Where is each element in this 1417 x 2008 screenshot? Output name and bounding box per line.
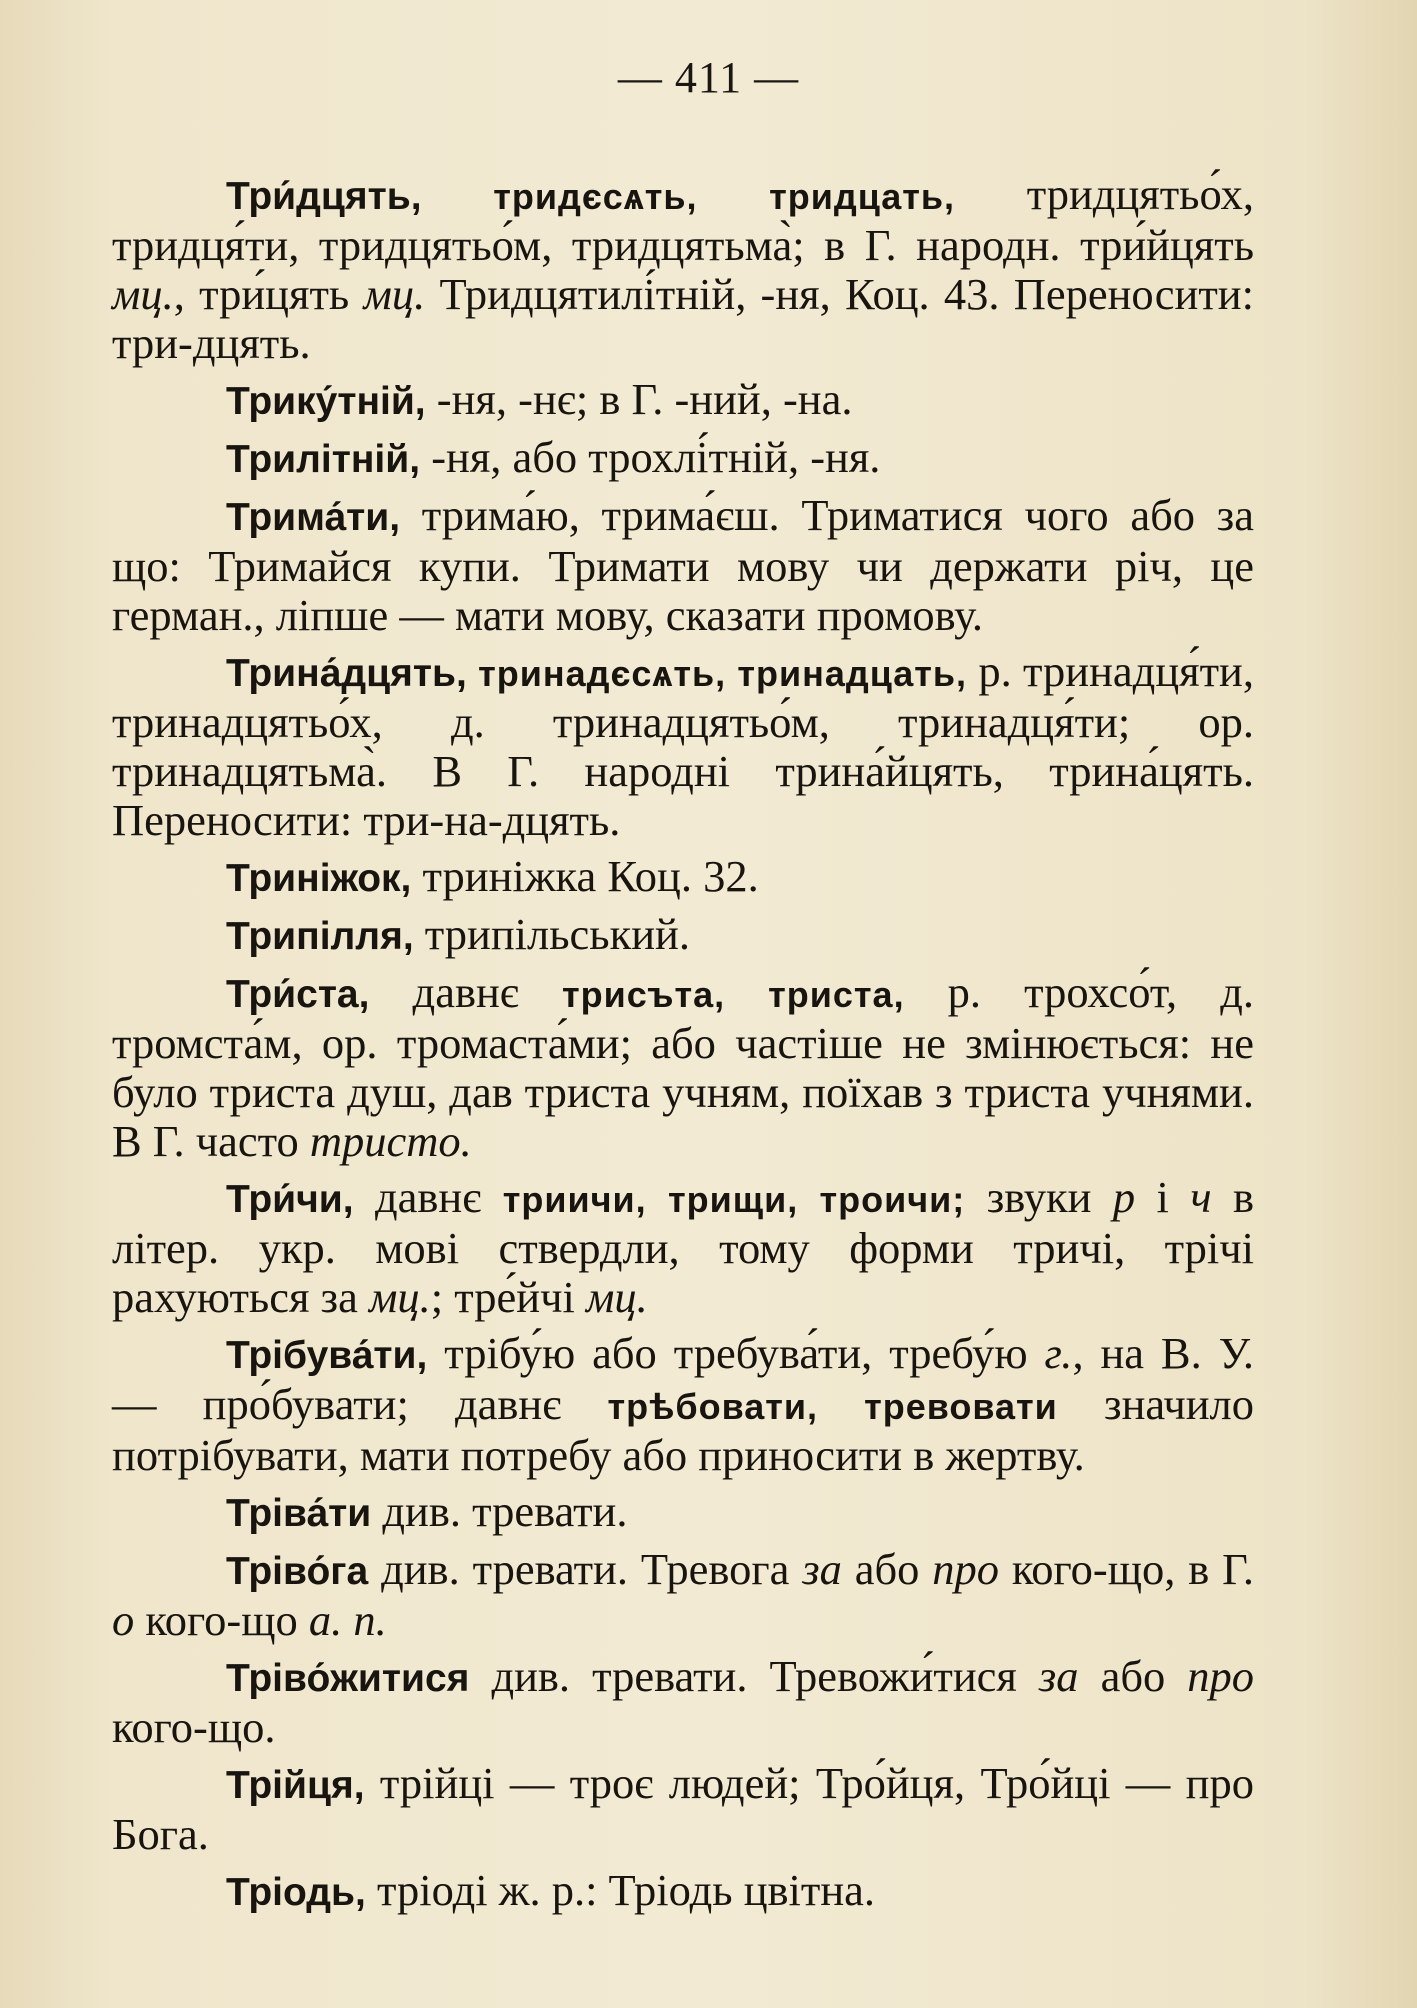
- headword: Тріодь,: [226, 1871, 366, 1914]
- headword: Триніжок,: [226, 857, 412, 900]
- entry-trychy: Три́чи, давнє триичи, трищи, троичи; звуки р і ч в літер. укр. мові ствердли, тому форми тричі, трічі рахуються за мц.; тре́йчі мц.: [112, 1172, 1254, 1322]
- headword: Три́ста,: [226, 973, 370, 1016]
- headword: Трику́тній,: [226, 380, 426, 423]
- headword: Трилітній,: [226, 438, 421, 481]
- entry-triitsia: Трійця, трійці — троє людей; Тро́йця, Тро́йці — про Бога.: [112, 1758, 1254, 1859]
- entry-trymaty: Трима́ти, трима́ю, трима́єш. Триматися чого або за що: Тримайся купи. Тримати мову чи держати річ, це герман., ліпше — мати мову, сказати промову.: [112, 490, 1254, 640]
- entry-tribuvaty: Трібува́ти, трібу́ю або требува́ти, требу́ю г., на В. У. — про́бувати; давнє трѣбовати, тревовати значило потрібувати, мати потребу або приносити в жертву.: [112, 1328, 1255, 1480]
- entry-trysta: Три́ста, давнє трисъта, триста, р. трохсо́т, д. тромста́м, ор. тромаста́ми; або частіше не змінюється: не було триста душ, дав триста учням, поїхав з триста учнями. В Г. часто тристо.: [112, 967, 1254, 1166]
- headword: Трійця,: [226, 1764, 365, 1807]
- old-form: трисъта, триста,: [561, 974, 905, 1015]
- old-form: тринадєсѧть, тринадцать,: [478, 653, 968, 694]
- headword: Тріво́га: [226, 1550, 369, 1593]
- page-number: — 411 —: [617, 53, 800, 102]
- entry-tryinizhok: Триніжок, триніжка Коц. 32.: [226, 851, 759, 901]
- entry-trivoga: Тріво́га див. тревати. Тревога за або про кого-що, в Г. о кого-що а. п.: [112, 1544, 1254, 1645]
- headword: Тріва́ти: [226, 1492, 372, 1535]
- headword: Три́дцять,: [226, 175, 422, 218]
- headword: Тріво́житися: [226, 1657, 470, 1700]
- headword: Трібува́ти,: [226, 1334, 428, 1377]
- entry-trivozhytysia: Тріво́житися див. тревати. Тревожи́тися за або про кого-що.: [112, 1651, 1254, 1752]
- headword: Три́чи,: [226, 1178, 354, 1221]
- old-form: тридєсѧть, тридцать,: [493, 176, 956, 217]
- entry-trivaty: Тріва́ти див. тревати.: [226, 1486, 628, 1536]
- old-form: трѣбовати, тревовати: [607, 1386, 1058, 1427]
- headword: Трина́дцять,: [226, 652, 467, 695]
- headword: Трима́ти,: [226, 496, 401, 539]
- entry-trynadtsiat: Трина́дцять, тринадєсѧть, тринадцать, р. тринадця́ти, тринадцятьо́х, д. тринадцятьо́м, тринадця́ти; ор. тринадцятьма̀. В Г. народні трина́йцять, трина́цять. Переносити: три-на-дцять.: [112, 646, 1254, 845]
- headword: Трипілля,: [226, 915, 414, 958]
- old-form: триичи, трищи, троичи;: [502, 1179, 966, 1220]
- dictionary-text: [112, 170, 1254, 1924]
- entry-trydtsiat: Три́дцять, тридєсѧть, тридцать, тридцятьо́х, тридця́ти, тридцятьо́м, тридцятьма̀; в Г. народн. три́йцять мц., три́цять мц. Тридцятилі́тній, -ня, Коц. 43. Переносити: три-дцять.: [112, 169, 1254, 368]
- entry-trypillia: Трипілля, трипільський.: [226, 909, 690, 959]
- entry-trykutnii: Трику́тній, -ня, -нє; в Г. -ний, -на.: [226, 374, 853, 424]
- entry-trylitnii: Трилітній, -ня, або трохлі́тній, -ня.: [226, 432, 881, 482]
- entry-triod: Тріодь, тріоді ж. р.: Тріодь цвітна.: [226, 1865, 876, 1915]
